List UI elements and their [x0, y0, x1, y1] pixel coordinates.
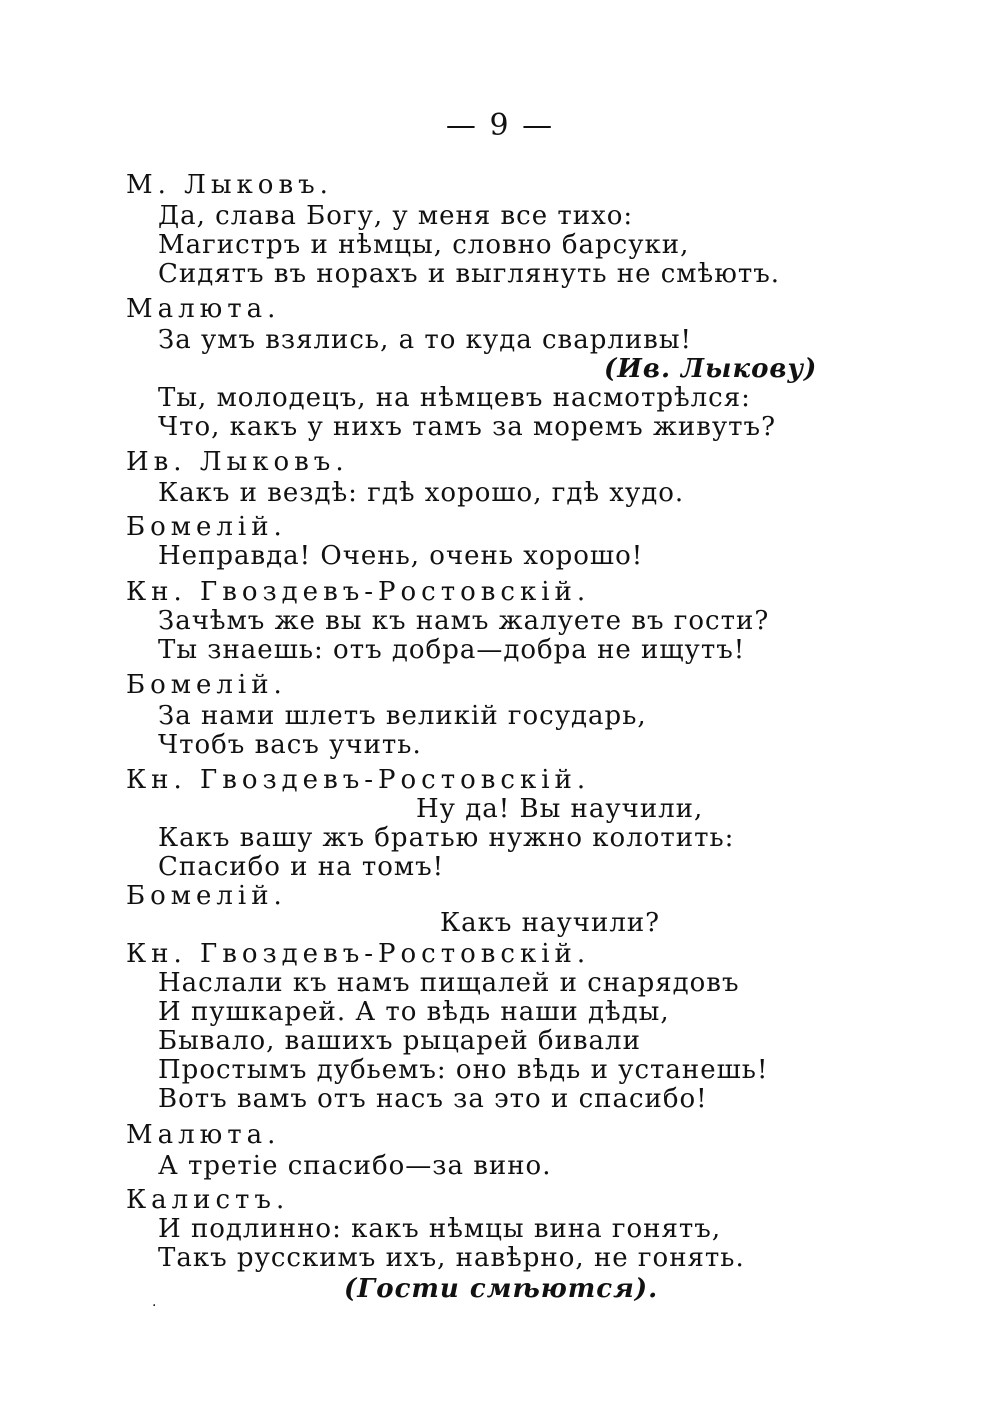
- speaker-name: Ив. Лыковъ.: [126, 447, 349, 477]
- speaker-name: Кн. Гвоздевъ-Ростовскій.: [126, 577, 591, 607]
- verse-line: И пушкарей. А то вѣдь наши дѣды,: [158, 997, 670, 1027]
- verse-line: Бывало, вашихъ рыцарей бивали: [158, 1026, 641, 1056]
- speaker-name: Бомелій.: [126, 670, 287, 700]
- verse-line: За нами шлетъ великій государь,: [158, 701, 647, 731]
- verse-line: Какъ и вездѣ: гдѣ хорошо, гдѣ худо.: [158, 478, 685, 508]
- verse-line: Что, какъ у нихъ тамъ за моремъ живутъ?: [158, 412, 777, 442]
- verse-line: А третіе спасибо—за вино.: [158, 1151, 552, 1181]
- speaker-name: Малюта.: [126, 1120, 281, 1150]
- speaker-name: Бомелій.: [126, 512, 287, 542]
- verse-line: Да, слава Богу, у меня все тихо:: [158, 201, 634, 231]
- verse-line: Наслали къ намъ пищалей и снарядовъ: [158, 968, 740, 998]
- verse-line: Ты, молодецъ, на нѣмцевъ насмотрѣлся:: [158, 383, 751, 413]
- verse-line: Такъ русскимъ ихъ, навѣрно, не гонять.: [158, 1243, 745, 1273]
- verse-line: Зачѣмъ же вы къ намъ жалуете въ гости?: [158, 606, 770, 636]
- stage-direction: (Ив. Лыкову): [604, 354, 818, 384]
- verse-line: Простымъ дубьемъ: оно вѣдь и устанешь!: [158, 1055, 769, 1085]
- speaker-name: Кн. Гвоздевъ-Ростовскій.: [126, 765, 591, 795]
- verse-line: Вотъ вамъ отъ насъ за это и спасибо!: [158, 1084, 708, 1114]
- speaker-name: Кн. Гвоздевъ-Ростовскій.: [126, 939, 591, 969]
- verse-line: За умъ взялись, а то куда сварливы!: [158, 325, 692, 355]
- speaker-name: Бомелій.: [126, 881, 287, 911]
- verse-line: И подлинно: какъ нѣмцы вина гонятъ,: [158, 1214, 722, 1244]
- verse-line: Сидятъ въ норахъ и выглянуть не смѣютъ.: [158, 259, 781, 289]
- verse-line: Неправда! Очень, очень хорошо!: [158, 541, 644, 571]
- verse-line: Какъ научили?: [440, 908, 661, 938]
- verse-line: Спасибо и на томъ!: [158, 852, 445, 882]
- speaker-name: М. Лыковъ.: [126, 170, 333, 200]
- page-number: — 9 —: [445, 108, 555, 143]
- verse-line: Магистръ и нѣмцы, словно барсуки,: [158, 230, 690, 260]
- verse-line: Чтобъ васъ учить.: [158, 730, 422, 760]
- verse-line: Какъ вашу жъ братью нужно колотить:: [158, 823, 735, 853]
- ink-speck: ·: [152, 1298, 157, 1314]
- speaker-name: Малюта.: [126, 294, 281, 324]
- verse-line: Ну да! Вы научили,: [416, 794, 704, 824]
- verse-line: Ты знаешь: отъ добра—добра не ищутъ!: [158, 635, 746, 665]
- stage-direction: (Гости смѣются).: [344, 1274, 659, 1304]
- speaker-name: Калистъ.: [126, 1185, 290, 1215]
